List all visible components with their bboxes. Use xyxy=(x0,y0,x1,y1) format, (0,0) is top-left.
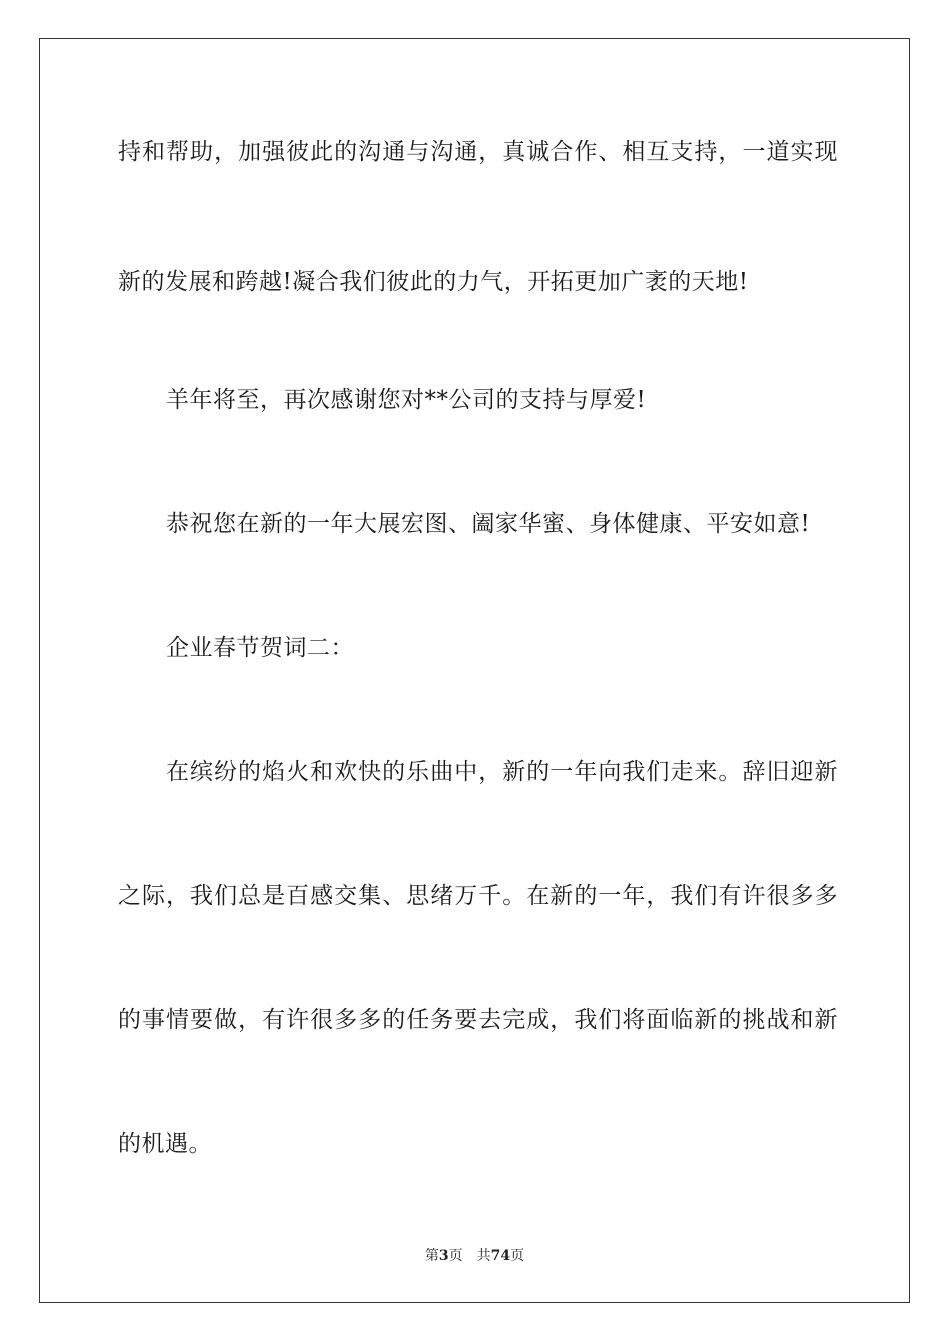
text-line-2: 新的发展和跨越!凝合我们彼此的力气，开拓更加广袤的天地! xyxy=(118,269,749,295)
total-suffix: 页 xyxy=(510,1248,525,1264)
section-heading: 企业春节贺词二： xyxy=(166,635,354,661)
text-line-8: 的事情要做，有许很多多的任务要去完成，我们将面临新的挑战和新 xyxy=(118,1007,838,1033)
document-page xyxy=(39,38,910,1303)
text-line-1: 持和帮助，加强彼此的沟通与沟通，真诚合作、相互支持，一道实现 xyxy=(118,139,838,165)
text-line-6: 在缤纷的焰火和欢快的乐曲中，新的一年向我们走来。辞旧迎新 xyxy=(166,759,838,785)
page-number: 3 xyxy=(438,1248,449,1264)
page-prefix: 第 xyxy=(424,1248,439,1264)
page-suffix: 页 xyxy=(448,1248,463,1264)
text-line-7: 之际，我们总是百感交集、思绪万千。在新的一年，我们有许很多多 xyxy=(118,883,838,909)
text-line-9: 的机遇。 xyxy=(118,1131,212,1157)
text-line-4: 恭祝您在新的一年大展宏图、阖家华蜜、身体健康、平安如意! xyxy=(166,511,811,537)
text-line-3: 羊年将至，再次感谢您对**公司的支持与厚爱! xyxy=(166,387,647,413)
page-footer xyxy=(40,1247,909,1265)
total-pages: 74 xyxy=(490,1248,511,1264)
total-prefix: 共 xyxy=(476,1248,491,1264)
